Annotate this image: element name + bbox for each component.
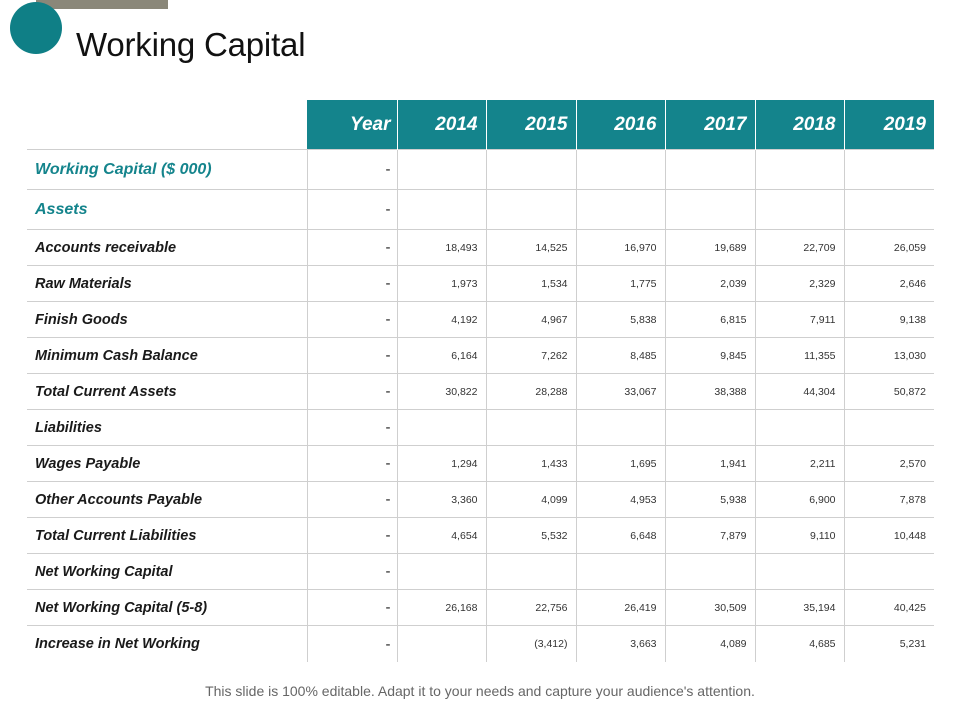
row-label: Total Current Assets: [27, 374, 307, 410]
row-label: Minimum Cash Balance: [27, 338, 307, 374]
row-label: Other Accounts Payable: [27, 482, 307, 518]
value-cell-2015: 14,525: [486, 230, 576, 266]
value-cell-2019: 5,231: [844, 626, 934, 663]
value-cell-2016: 6,648: [576, 518, 665, 554]
value-cell-2014: 4,192: [397, 302, 486, 338]
value-cell-2019: 10,448: [844, 518, 934, 554]
value-cell-2018: [755, 554, 844, 590]
row-label: Assets: [27, 190, 307, 230]
value-cell-2016: 33,067: [576, 374, 665, 410]
value-cell-2019: 26,059: [844, 230, 934, 266]
value-cell-2019: 40,425: [844, 590, 934, 626]
header-blank-cell: [27, 100, 307, 150]
table-row: [27, 302, 934, 338]
working-capital-table: [27, 100, 934, 662]
row-dash: -: [307, 338, 397, 374]
value-cell-2015: 1,433: [486, 446, 576, 482]
row-dash: -: [307, 590, 397, 626]
value-cell-2018: [755, 150, 844, 190]
value-cell-2015: 5,532: [486, 518, 576, 554]
value-cell-2014: 30,822: [397, 374, 486, 410]
value-cell-2017: 9,845: [665, 338, 755, 374]
row-dash: -: [307, 374, 397, 410]
value-cell-2019: [844, 150, 934, 190]
value-cell-2018: 2,211: [755, 446, 844, 482]
value-cell-2014: [397, 150, 486, 190]
row-label: Net Working Capital (5-8): [27, 590, 307, 626]
table-row: [27, 482, 934, 518]
row-dash: -: [307, 302, 397, 338]
table-row: [27, 150, 934, 190]
row-dash: -: [307, 446, 397, 482]
decorative-circle: [10, 2, 62, 54]
row-dash: -: [307, 518, 397, 554]
value-cell-2019: 2,646: [844, 266, 934, 302]
value-cell-2015: 22,756: [486, 590, 576, 626]
slide-title: Working Capital: [76, 26, 306, 63]
table-row: [27, 230, 934, 266]
header-2014: 2014: [397, 100, 486, 150]
row-dash: -: [307, 230, 397, 266]
value-cell-2018: 6,900: [755, 482, 844, 518]
value-cell-2016: 26,419: [576, 590, 665, 626]
value-cell-2017: 2,039: [665, 266, 755, 302]
value-cell-2014: 4,654: [397, 518, 486, 554]
value-cell-2016: 1,695: [576, 446, 665, 482]
value-cell-2016: 3,663: [576, 626, 665, 663]
row-dash: -: [307, 150, 397, 190]
value-cell-2019: [844, 190, 934, 230]
value-cell-2018: 9,110: [755, 518, 844, 554]
value-cell-2014: [397, 554, 486, 590]
table-row: [27, 554, 934, 590]
value-cell-2016: [576, 190, 665, 230]
value-cell-2016: 4,953: [576, 482, 665, 518]
row-dash: -: [307, 410, 397, 446]
top-accent-bar: [36, 0, 168, 9]
value-cell-2019: 13,030: [844, 338, 934, 374]
row-label: Raw Materials: [27, 266, 307, 302]
value-cell-2016: [576, 410, 665, 446]
row-dash: -: [307, 266, 397, 302]
value-cell-2016: [576, 554, 665, 590]
value-cell-2015: [486, 150, 576, 190]
row-label: Finish Goods: [27, 302, 307, 338]
value-cell-2015: 7,262: [486, 338, 576, 374]
value-cell-2018: 7,911: [755, 302, 844, 338]
value-cell-2018: 2,329: [755, 266, 844, 302]
slide-footer: This slide is 100% editable. Adapt it to your needs and capture your audience's attention.: [205, 683, 755, 699]
value-cell-2015: (3,412): [486, 626, 576, 663]
header-2018: 2018: [755, 100, 844, 150]
value-cell-2018: [755, 410, 844, 446]
value-cell-2018: 44,304: [755, 374, 844, 410]
value-cell-2018: 4,685: [755, 626, 844, 663]
value-cell-2016: 5,838: [576, 302, 665, 338]
value-cell-2016: 8,485: [576, 338, 665, 374]
table-row: [27, 410, 934, 446]
row-dash: -: [307, 554, 397, 590]
value-cell-2017: 19,689: [665, 230, 755, 266]
value-cell-2015: 1,534: [486, 266, 576, 302]
value-cell-2019: 7,878: [844, 482, 934, 518]
row-label: Total Current Liabilities: [27, 518, 307, 554]
value-cell-2019: [844, 410, 934, 446]
value-cell-2014: 1,294: [397, 446, 486, 482]
table-row: [27, 266, 934, 302]
value-cell-2014: 18,493: [397, 230, 486, 266]
table-row: [27, 590, 934, 626]
table-row: [27, 190, 934, 230]
value-cell-2014: [397, 410, 486, 446]
value-cell-2018: 22,709: [755, 230, 844, 266]
value-cell-2014: 1,973: [397, 266, 486, 302]
table-header-row: [27, 100, 934, 150]
value-cell-2017: 30,509: [665, 590, 755, 626]
value-cell-2018: [755, 190, 844, 230]
header-2015: 2015: [486, 100, 576, 150]
row-label: Increase in Net Working: [27, 626, 307, 663]
value-cell-2017: [665, 190, 755, 230]
value-cell-2014: 3,360: [397, 482, 486, 518]
table-row: [27, 446, 934, 482]
value-cell-2017: [665, 554, 755, 590]
value-cell-2014: 26,168: [397, 590, 486, 626]
value-cell-2019: 2,570: [844, 446, 934, 482]
value-cell-2014: [397, 626, 486, 663]
value-cell-2017: [665, 410, 755, 446]
table-row: [27, 518, 934, 554]
header-2017: 2017: [665, 100, 755, 150]
value-cell-2017: 4,089: [665, 626, 755, 663]
value-cell-2019: [844, 554, 934, 590]
value-cell-2016: 1,775: [576, 266, 665, 302]
value-cell-2018: 11,355: [755, 338, 844, 374]
row-label: Accounts receivable: [27, 230, 307, 266]
value-cell-2019: 50,872: [844, 374, 934, 410]
value-cell-2015: 4,967: [486, 302, 576, 338]
value-cell-2017: 38,388: [665, 374, 755, 410]
value-cell-2014: 6,164: [397, 338, 486, 374]
row-dash: -: [307, 190, 397, 230]
value-cell-2015: [486, 554, 576, 590]
row-label: Liabilities: [27, 410, 307, 446]
value-cell-2014: [397, 190, 486, 230]
value-cell-2017: 1,941: [665, 446, 755, 482]
header-year: Year: [307, 100, 397, 150]
value-cell-2017: 7,879: [665, 518, 755, 554]
value-cell-2018: 35,194: [755, 590, 844, 626]
value-cell-2017: 6,815: [665, 302, 755, 338]
table-row: [27, 338, 934, 374]
value-cell-2016: 16,970: [576, 230, 665, 266]
value-cell-2015: 4,099: [486, 482, 576, 518]
row-dash: -: [307, 626, 397, 663]
value-cell-2019: 9,138: [844, 302, 934, 338]
value-cell-2016: [576, 150, 665, 190]
table-row: [27, 626, 934, 663]
value-cell-2015: [486, 410, 576, 446]
table-row: [27, 374, 934, 410]
header-2016: 2016: [576, 100, 665, 150]
value-cell-2017: [665, 150, 755, 190]
row-label: Wages Payable: [27, 446, 307, 482]
value-cell-2017: 5,938: [665, 482, 755, 518]
header-2019: 2019: [844, 100, 934, 150]
row-dash: -: [307, 482, 397, 518]
value-cell-2015: [486, 190, 576, 230]
row-label: Working Capital ($ 000): [27, 150, 307, 190]
value-cell-2015: 28,288: [486, 374, 576, 410]
row-label: Net Working Capital: [27, 554, 307, 590]
